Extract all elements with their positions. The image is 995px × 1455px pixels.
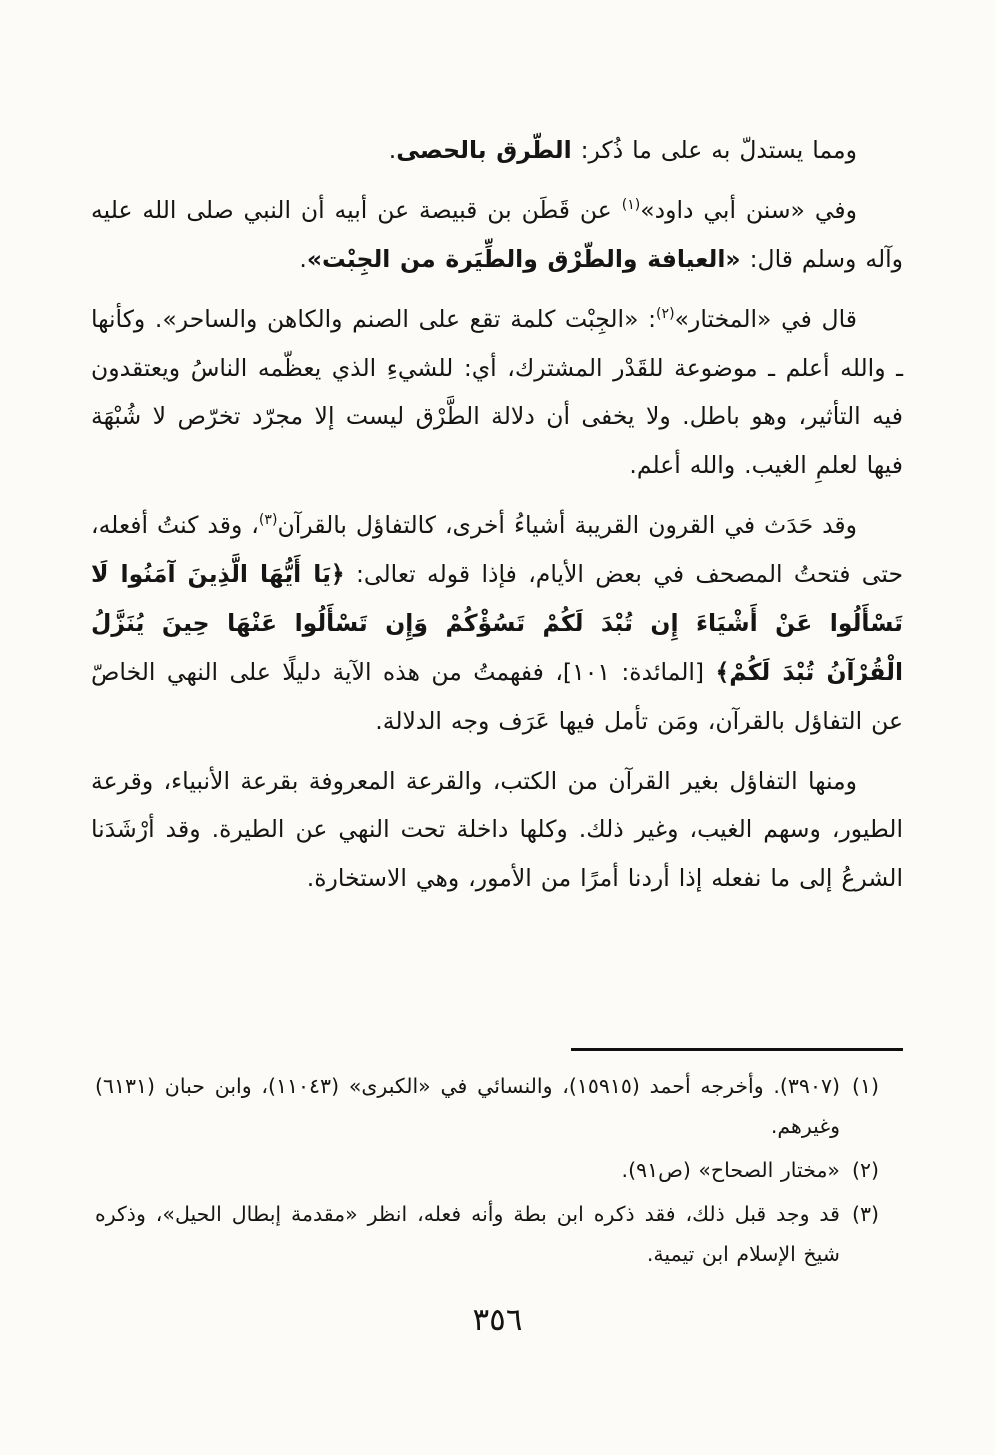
paragraph-text: . [388,136,397,164]
paragraph-text: ، ففهمتُ من هذه الآية دليلًا على النهي الخاصّ عن التفاؤل بالقرآن، ومَن تأمل فيها عَرَف وجه الدلالة. [91,657,903,735]
quran-verse: ﴿يَا أَيُّهَا الَّذِينَ آمَنُوا لَا تَسْأَلُوا عَنْ أَشْيَاءَ إِن تُبْدَ لَكُمْ تَسُؤْكُمْ وَإِن تَسْأَلُوا عَنْهَا حِينَ يُنَزَّلُ الْقُرْآنُ تُبْدَ لَكُمْ﴾ [91,560,903,686]
paragraph-text: قال في «المختار» [674,304,858,333]
footnote-text: (٣٩٠٧). وأخرجه أحمد (١٥٩١٥)، والنسائي في «الكبرى» (١١٠٤٣)، وابن حبان (٦١٣١) وغيرهم. [95,1074,840,1138]
footnote-marker: (٣) [851,1201,879,1226]
hadith-quote: «العيافة والطّرْق والطِّيَرة من الجِبْت» [306,244,741,273]
paragraph-text: وقد حَدَث في القرون القريبة أشياءُ أخرى، كالتفاؤل بالقرآن [277,511,857,540]
footnote-ref-1: (١) [621,197,641,214]
footnote-ref-2: (٢) [656,305,675,322]
footnote-text: «مختار الصحاح» (ص٩١). [621,1157,840,1182]
paragraph-text: ومنها التفاؤل بغير القرآن من الكتب، والقرعة المعروفة بقرعة الأنبياء، وقرعة الطيور، وسهم الغيب، وغير ذلك. وكلها داخلة تحت النهي عن الطيرة. وقد أرْشَدَنا الشرعُ إلى ما نفعله إذا أردنا أمرًا من الأمور، وهي الاستخارة. [91,766,903,893]
paragraph-tafaul [91,501,903,745]
page-number: ٣٥٦ [472,1302,523,1338]
footnotes-section [91,1048,903,1279]
footnote [91,1195,903,1275]
paragraph-text: ، وقد كنتُ أفعله، حتى فتحتُ المصحف في بعض الأيام، فإذا قوله تعالى: [91,511,903,588]
footnote-ref-3: (٣) [258,512,278,529]
paragraph-text: وفي «سنن أبي داود» [640,195,857,224]
footnote-separator [571,1048,903,1051]
paragraph-mukhtar [91,295,903,491]
emphasized-term: الطّرق بالحصى [396,136,572,164]
footnote-marker: (٢) [851,1157,879,1182]
verse-reference: [المائدة: ١٠١] [562,657,716,686]
paragraph-hadith [91,186,903,284]
paragraph-text: عن قَطَن بن قبيصة عن أبيه أن النبي صلى الله عليه وآله وسلم قال: [91,195,903,273]
paragraph-text: : «الجِبْت كلمة تقع على الصنم والكاهن والساحر». وكأنها ـ والله أعلم ـ موضوعة للقَدْر المشترك، أي: للشيءِ الذي يعظّمه الناسُ ويعتقدون فيه التأثير، وهو باطل. ولا يخفى أن دلالة الطَّرْق ليست إلا مجرّد تخرّص لا شُبْهَة فيها لعلمِ الغيب. والله أعلم. [91,304,903,480]
footnote [91,1151,903,1191]
footnote [91,1067,903,1147]
page-body [91,126,903,914]
footnote-text: قد وجد قبل ذلك، فقد ذكره ابن بطة وأنه فعله، انظر «مقدمة إبطال الحيل»، وذكره شيخ الإسلام ابن تيمية. [95,1201,840,1266]
paragraph-text: ومما يستدلّ به على ما ذُكر: [571,136,857,164]
paragraph-istikhara [91,757,903,904]
paragraph-text: . [299,244,307,273]
paragraph-intro [91,126,903,175]
footnote-marker: (١) [851,1074,879,1098]
